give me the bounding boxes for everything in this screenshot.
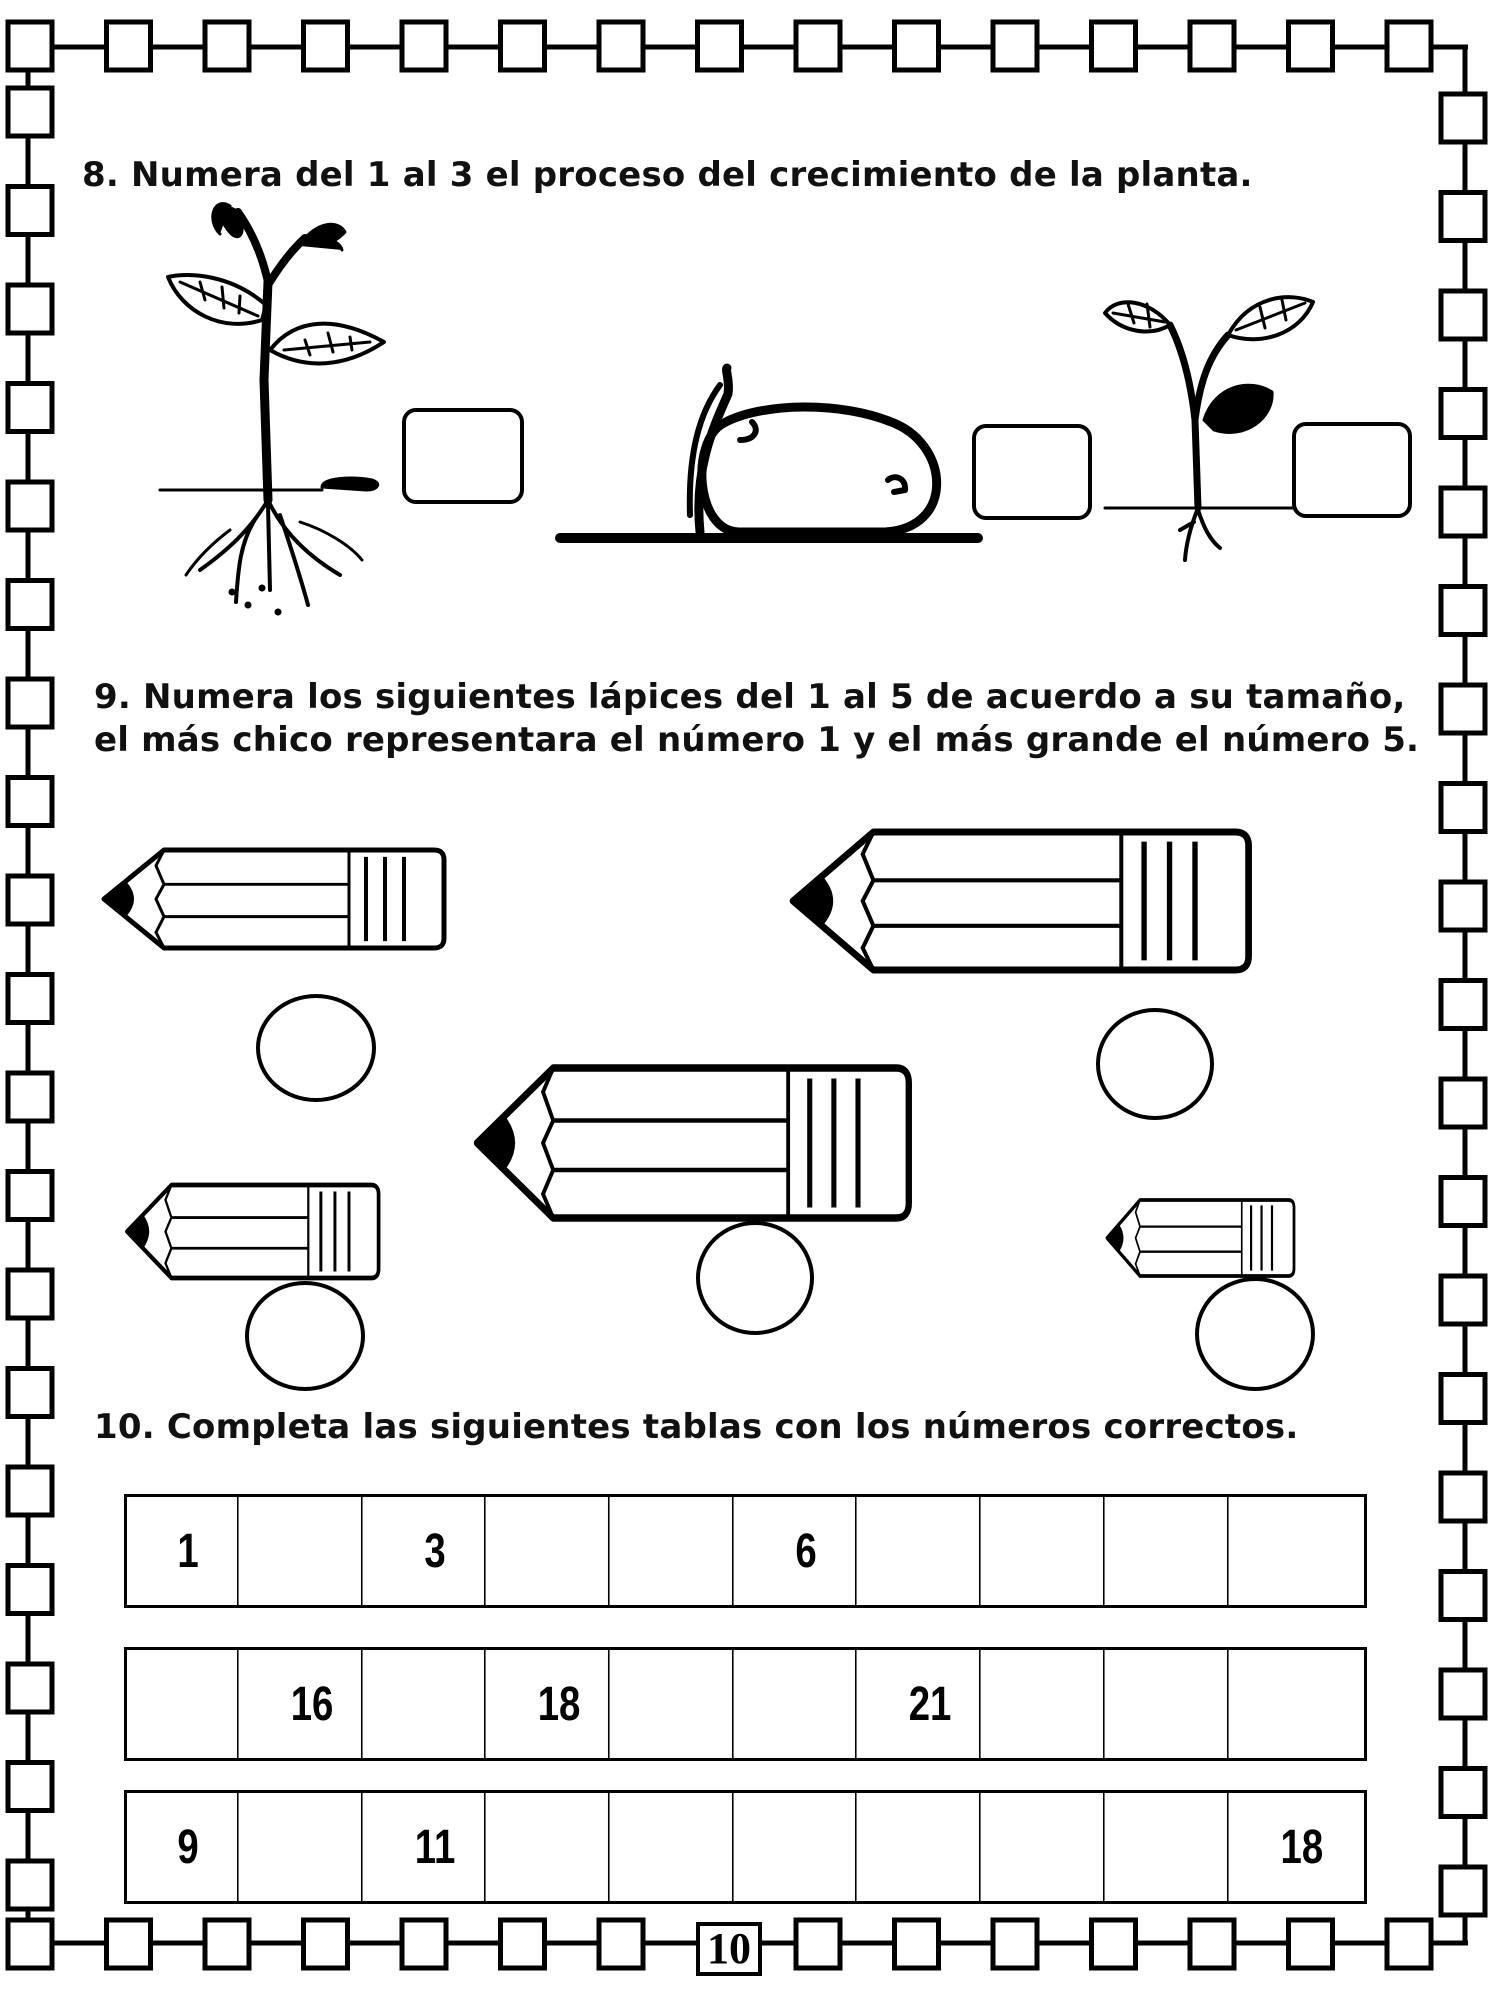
number-table-1 [124, 1494, 1367, 1608]
pencil-answer-circle-3[interactable] [698, 1223, 812, 1333]
table-cell[interactable]: 11 [387, 1793, 486, 1901]
table-cell[interactable]: 6 [758, 1497, 857, 1605]
border-chain-square [304, 1920, 348, 1968]
table-cell[interactable] [263, 1497, 362, 1605]
table-cell[interactable]: 1 [139, 1497, 238, 1605]
table-cell[interactable] [882, 1793, 981, 1901]
table-cell[interactable] [634, 1497, 733, 1605]
border-chain-square [1387, 1920, 1431, 1968]
table-cell[interactable] [758, 1650, 857, 1758]
border-chain-square [1441, 1473, 1485, 1521]
table-cell[interactable] [510, 1497, 609, 1605]
border-chain-square [1289, 1920, 1333, 1968]
pencil-second-largest [477, 1068, 909, 1218]
question-10-instruction: 10. Completa las siguientes tablas con los números correctos. [94, 1407, 1299, 1447]
table-cell[interactable]: 16 [263, 1650, 362, 1758]
pencil-answer-circle-1[interactable] [258, 996, 374, 1100]
table-cell[interactable] [882, 1497, 981, 1605]
border-chain-square [599, 1920, 643, 1968]
table-cell[interactable] [510, 1793, 609, 1901]
pencil-small [127, 1185, 379, 1278]
border-chain-square [8, 1566, 52, 1614]
table-cell[interactable] [1005, 1793, 1104, 1901]
table-cell[interactable] [1129, 1650, 1228, 1758]
border-chain-square [1441, 1670, 1485, 1718]
number-table-3 [124, 1790, 1367, 1904]
table-cell[interactable] [1253, 1650, 1352, 1758]
pencil-smallest [1107, 1200, 1294, 1276]
question-9-line-2: el más chico representara el número 1 y el más grande el número 5. [94, 720, 1420, 760]
border-chain-square [8, 1467, 52, 1515]
border-chain-square [501, 1920, 545, 1968]
border-chain-square [8, 1920, 52, 1968]
table-cell[interactable] [634, 1793, 733, 1901]
table-cell[interactable] [139, 1650, 238, 1758]
border-chain-square [402, 1920, 446, 1968]
table-cell[interactable] [758, 1793, 857, 1901]
pencil-largest [793, 832, 1249, 970]
pencil-answer-circle-4[interactable] [247, 1283, 363, 1389]
pencil-answer-circle-5[interactable] [1197, 1279, 1313, 1389]
pencil-medium [104, 850, 444, 948]
pencil-answer-circle-2[interactable] [1098, 1010, 1212, 1118]
question-9-line-1: 9. Numera los siguientes lápices del 1 al 5 de acuerdo a su tamaño, [94, 677, 1406, 717]
border-chain-square [1441, 1769, 1485, 1817]
table-cell[interactable] [1129, 1497, 1228, 1605]
border-chain-square [1092, 1920, 1136, 1968]
table-cell[interactable] [1129, 1793, 1228, 1901]
border-chain-square [1190, 1920, 1234, 1968]
table-cell[interactable]: 21 [882, 1650, 981, 1758]
border-chain-square [205, 1920, 249, 1968]
border-chain-square [1441, 1572, 1485, 1620]
table-cell[interactable]: 9 [139, 1793, 238, 1901]
border-chain-square [8, 1763, 52, 1811]
table-cell[interactable]: 18 [1280, 1820, 1324, 1874]
border-chain-square [895, 1920, 939, 1968]
table-cell[interactable] [1253, 1497, 1352, 1605]
page-number: 10 [696, 1922, 762, 1976]
number-table-2 [124, 1647, 1367, 1761]
table-cell[interactable]: 3 [387, 1497, 486, 1605]
table-cell[interactable] [1005, 1650, 1104, 1758]
border-chain-square [993, 1920, 1037, 1968]
table-cell[interactable] [1005, 1497, 1104, 1605]
border-chain-square [1441, 1867, 1485, 1915]
border-chain-square [796, 1920, 840, 1968]
border-chain-square [8, 1861, 52, 1909]
table-cell[interactable]: 18 [510, 1650, 609, 1758]
border-chain-square [107, 1920, 151, 1968]
table-cell[interactable] [387, 1650, 486, 1758]
table-cell[interactable] [263, 1793, 362, 1901]
question-8-instruction: 8. Numera del 1 al 3 el proceso del crecimiento de la planta. [82, 155, 1253, 195]
table-cell[interactable] [634, 1650, 733, 1758]
border-chain-square [8, 1664, 52, 1712]
